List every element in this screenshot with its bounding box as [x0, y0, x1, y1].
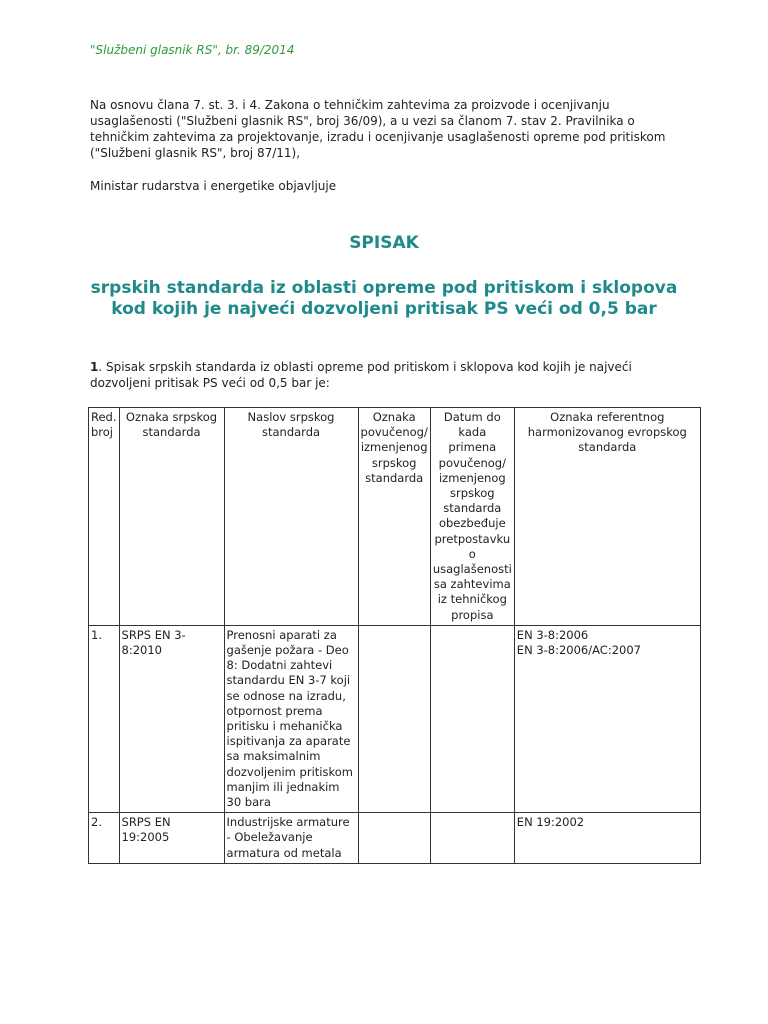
- header-withdrawn-mark: Oznaka povučenog/ izmenjenog srpskog standarda: [358, 408, 430, 626]
- srps-mark: SRPS EN 3-8:2010: [119, 625, 224, 812]
- document-title: SPISAK: [349, 233, 419, 253]
- withdrawn-mark: [358, 625, 430, 812]
- srps-title: Prenosni aparati za gašenje požara - Deo 8: Dodatni zahtevi standardu EN 3-7 koji se odnose na izradu, otpornost prema pritisku i mehanička ispitivanja za aparate sa maksimalnim dozvoljenim pritiskom manjim ili jednakim 30 bara: [224, 625, 358, 812]
- reference-mark: [514, 625, 700, 812]
- withdrawn-mark: [358, 813, 430, 864]
- point-text: . Spisak srpskih standarda iz oblasti opreme pod pritiskom i sklopova kod kojih je najveći dozvoljeni pritisak PS veći od 0,5 bar je:: [90, 360, 632, 390]
- header-srps-title: Naslov srpskog standarda: [224, 408, 358, 626]
- reference-mark: [514, 813, 700, 864]
- reference-mark-line: EN 19:2002: [516, 815, 585, 830]
- srps-title: Industrijske armature - Obeležavanje armatura od metala: [224, 813, 358, 864]
- minister-statement: Ministar rudarstva i energetike objavljuje: [90, 179, 337, 193]
- gazette-reference: "Službeni glasnik RS", br. 89/2014: [90, 43, 295, 57]
- document-subtitle: srpskih standarda iz oblasti opreme pod pritiskom i sklopova kod kojih je najveći dozvoljeni pritisak PS veći od 0,5 bar: [90, 278, 678, 319]
- header-reference-mark: Oznaka referentnog harmonizovanog evropskog standarda: [514, 408, 700, 626]
- point-1-paragraph: [90, 359, 680, 391]
- intro-paragraph: Na osnovu člana 7. st. 3. i 4. Zakona o tehničkim zahtevima za proizvode i ocenjivanju usaglašenosti ("Službeni glasnik RS", broj 36/09), a u vezi sa članom 7. stav 2. Pravilnika o tehničkim zahtevima za projektovanje, izradu i ocenjivanje usaglašenosti opreme pod pritiskom ("Službeni glasnik RS", broj 87/11),: [90, 98, 666, 160]
- table-row: [89, 813, 701, 864]
- reference-mark-line: EN 3-8:2006/AC:2007: [516, 643, 641, 658]
- row-number: 2.: [89, 813, 120, 864]
- reference-mark-line: EN 3-8:2006: [516, 627, 589, 642]
- table-row: [89, 625, 701, 812]
- date-until: [430, 625, 514, 812]
- header-row-number: Red. broj: [89, 408, 120, 626]
- srps-mark: SRPS EN 19:2005: [119, 813, 224, 864]
- standards-table: [88, 407, 701, 864]
- table-header-row: [89, 408, 701, 626]
- point-number: 1: [90, 360, 99, 374]
- header-srps-mark: Oznaka srpskog standarda: [119, 408, 224, 626]
- header-date-until: Datum do kada primena povučenog/ izmenjenog srpskog standarda obezbeđuje pretpostavku o usaglašenosti sa zahtevima iz tehničkog propisa: [430, 408, 514, 626]
- date-until: [430, 813, 514, 864]
- row-number: 1.: [89, 625, 120, 812]
